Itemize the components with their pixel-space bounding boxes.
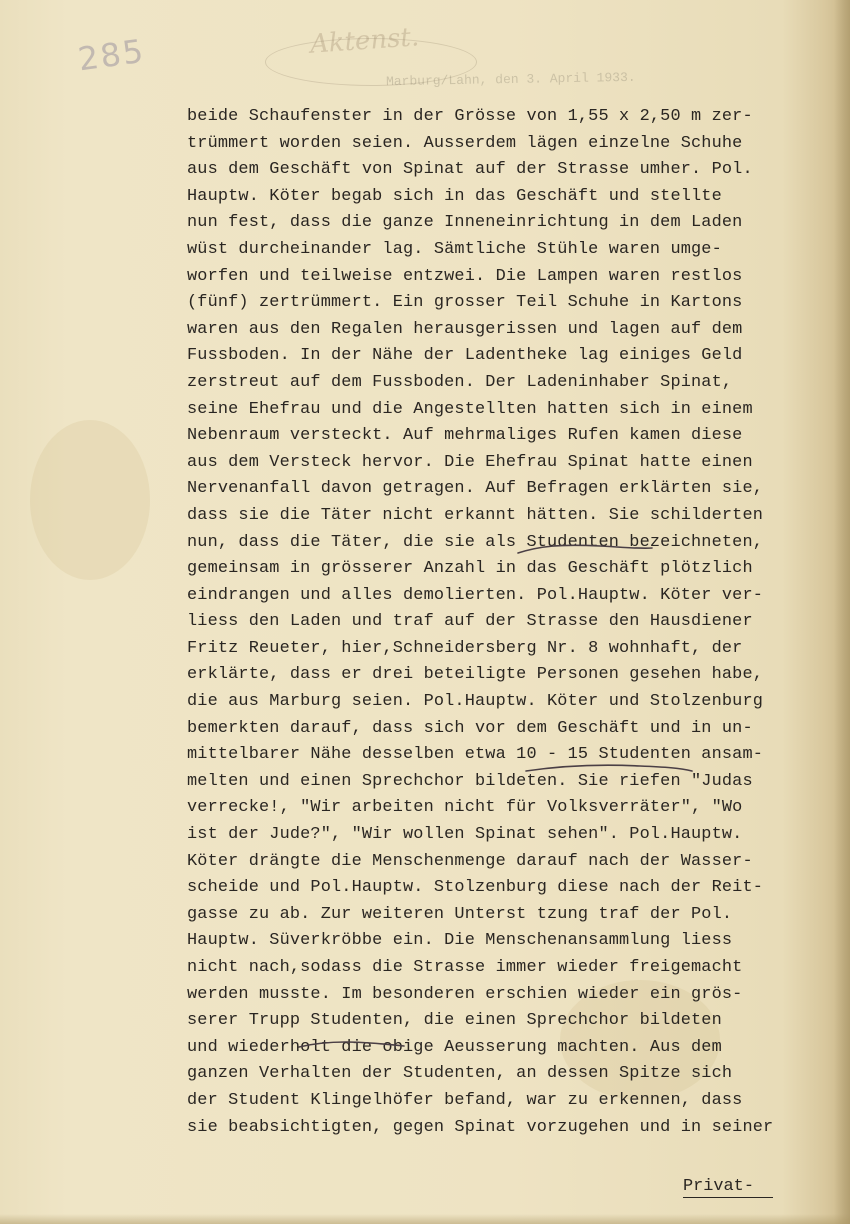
text-line: Fussboden. In der Nähe der Ladentheke lag einiges Geld [187, 346, 743, 366]
text-line: werden musste. Im besonderen erschien wieder ein grös- [187, 984, 743, 1004]
faint-stamp: Aktenst. [309, 22, 421, 60]
text-line: gemeinsam in grösserer Anzahl in das Geschäft plötzlich [187, 559, 753, 579]
pencil-underline-studenten [518, 545, 652, 553]
text-line: scheide und Pol.Hauptw. Stolzenburg diese nach der Reit- [187, 878, 764, 898]
text-line: Hauptw. Köter begab sich in das Geschäft und stellte [187, 186, 722, 206]
text-line: Fritz Reueter, hier,Schneidersberg Nr. 8 wohnhaft, der [187, 638, 743, 658]
text-line: und wiederholt die obige Aeusserung machten. Aus dem [187, 1037, 722, 1057]
text-line: gasse zu ab. Zur weiteren Unterst tzung traf der Pol. [187, 904, 733, 924]
text-line: zerstreut auf dem Fussboden. Der Ladeninhaber Spinat, [187, 372, 733, 392]
text-line: mittelbarer Nähe desselben etwa 10 - 15 Studenten ansam- [187, 745, 764, 765]
text-line: die aus Marburg seien. Pol.Hauptw. Köter und Stolzenburg [187, 692, 764, 712]
footer-catchword: Privat- [683, 1177, 754, 1196]
footer-underline [683, 1197, 773, 1198]
text-line: Köter drängte die Menschenmenge darauf nach der Wasser- [187, 851, 753, 871]
pencil-underline-trupp-studenten [299, 1042, 404, 1047]
text-line: serer Trupp Studenten, die einen Sprechchor bildeten [187, 1011, 722, 1031]
text-line: ganzen Verhalten der Studenten, an dessen Spitze sich [187, 1064, 733, 1084]
faint-heading: Marburg/Lahn, den 3. April 1933. [385, 69, 636, 90]
text-line: waren aus den Regalen herausgerissen und lagen auf dem [187, 319, 743, 339]
text-line: liess den Laden und traf auf der Strasse den Hausdiener [187, 612, 753, 632]
text-line: sie beabsichtigten, gegen Spinat vorzugehen und in seiner [187, 1117, 774, 1137]
text-line: seine Ehefrau und die Angestellten hatten sich in einem [187, 399, 753, 419]
text-line: aus dem Versteck hervor. Die Ehefrau Spinat hatte einen [187, 452, 753, 472]
text-line: wüst durcheinander lag. Sämtliche Stühle waren umge- [187, 239, 722, 259]
text-line: der Student Klingelhöfer befand, war zu erkennen, dass [187, 1090, 743, 1110]
pencil-underline-10-15 [526, 765, 692, 771]
text-line: eindrangen und alles demolierten. Pol.Hauptw. Köter ver- [187, 585, 764, 605]
text-line: bemerkten darauf, dass sich vor dem Geschäft und in un- [187, 718, 753, 738]
text-line: melten und einen Sprechchor bildeten. Sie riefen "Judas [187, 771, 753, 791]
text-line: nicht nach,sodass die Strasse immer wieder freigemacht [187, 958, 743, 977]
text-line: aus dem Geschäft von Spinat auf der Strasse umher. Pol. [187, 160, 753, 180]
text-line: erklärte, dass er drei beteiligte Personen gesehen habe, [187, 665, 764, 685]
text-line: verrecke!, "Wir arbeiten nicht für Volksverräter", "Wo [187, 798, 743, 818]
text-line: ist der Jude?", "Wir wollen Spinat sehen". Pol.Hauptw. [187, 825, 743, 845]
text-line: worfen und teilweise entzwei. Die Lampen waren restlos [187, 266, 743, 286]
text-line: trümmert worden seien. Ausserdem lägen einzelne Schuhe [187, 133, 743, 153]
text-line: Hauptw. Süverkröbbe ein. Die Menschenansammlung liess [187, 931, 733, 951]
text-line: dass sie die Täter nicht erkannt hätten. Sie schilderten [187, 505, 764, 525]
text-line: Nebenraum versteckt. Auf mehrmaliges Rufen kamen diese [187, 426, 743, 446]
text-line: nun, dass die Täter, die sie als Studenten bezeichneten, [187, 532, 764, 552]
text-line: Nervenanfall davon getragen. Auf Befragen erklärten sie, [187, 479, 764, 499]
text-line: (fünf) zertrümmert. Ein grosser Teil Schuhe in Kartons [187, 293, 743, 313]
text-line: beide Schaufenster in der Grösse von 1,55 x 2,50 m zer- [187, 107, 753, 126]
text-line: nun fest, dass die ganze Inneneinrichtung in dem Laden [187, 213, 743, 233]
page-number: 285 [75, 31, 148, 79]
